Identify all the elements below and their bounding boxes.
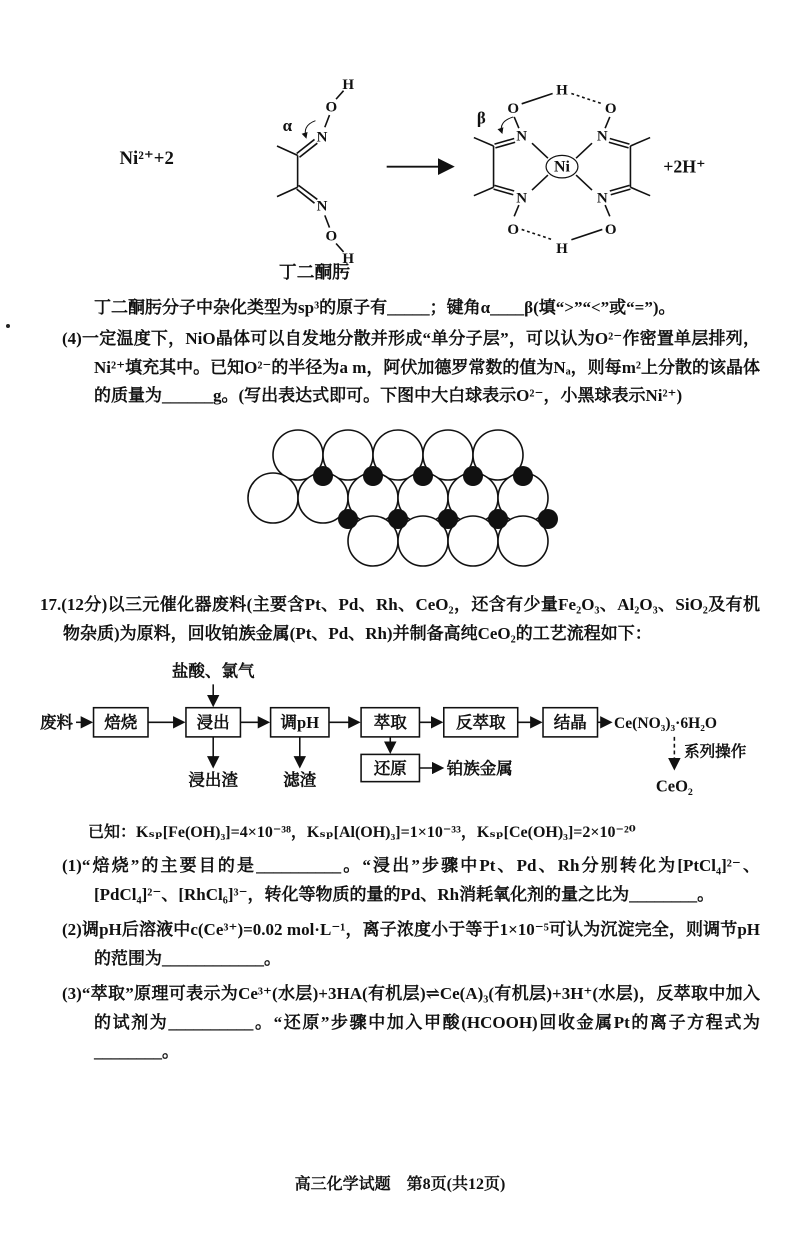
q17-known-ksp: 已知：Kₛₚ[Fe(OH)₃]=4×10⁻³⁸，Kₛₚ[Al(OH)₃]=1×10⁻³³，Kₛₚ[Ce(OH)₃]=2×10⁻²⁰	[88, 824, 636, 842]
atom-o: O	[507, 101, 520, 118]
flow-step-reduce: 还原	[373, 759, 407, 779]
flow-series-operations-label: 系列操作	[684, 743, 747, 761]
atom-n: N	[596, 128, 608, 145]
page-footer: 高三化学试题 第8页(共12页)	[294, 1176, 506, 1193]
flow-boxes	[94, 708, 598, 782]
atom-n: N	[596, 190, 608, 207]
scan-artifact-dot	[6, 324, 10, 328]
flow-feed-label: 废料	[40, 713, 74, 733]
atom-o: O	[507, 222, 520, 239]
flow-step-extract: 萃取	[373, 713, 407, 733]
atom-h: H	[556, 82, 568, 99]
atom-o: O	[325, 99, 338, 116]
q17-sub1: (1)“焙烧”的主要目的是__________。“浸出”步骤中Pt、Pd、Rh分别转化为[PtCl₄]²⁻、[PdCl₄]²⁻、[RhCl₆]³⁻，转化等物质的量的Pd、Rh消耗氧化剂的量之比为________。	[62, 856, 760, 905]
beta-angle-arc	[501, 117, 513, 133]
hydrogen-bond-top	[571, 94, 602, 104]
atom-h: H	[342, 251, 355, 268]
q16-part4-question: (4)一定温度下，NiO晶体可以自发地分散并形成“单分子层”，可以认为O²⁻作密置单层排列，Ni²⁺填充其中。已知O²⁻的半径为a m，阿伏加德罗常数的值为Nₐ，则每m²上分散的该晶体的质量为______g。(写出表达式即可。下图中大白球表示O²⁻，小黑球表示Ni²⁺)	[62, 328, 760, 406]
oxygen-large-circles	[248, 430, 548, 566]
alpha-angle-arc	[305, 121, 315, 138]
reaction-scheme	[112, 26, 712, 284]
page-content	[0, 26, 800, 1067]
atom-n: N	[516, 128, 528, 145]
q17-sub3: (3)“萃取”原理可表示为Ce³⁺(水层)+3HA(有机层)⇌Ce(A)₃(有机层)+3H⁺(水层)，反萃取中加入的试剂为__________。“还原”步骤中加入甲酸(HCOOH)回收金属Pt的离子方程式为________。	[62, 983, 760, 1061]
reactant-formula: Ni²⁺+2	[119, 147, 174, 169]
atom-n: N	[516, 190, 528, 207]
flow-step-crystallize: 结晶	[553, 713, 587, 733]
atom-h: H	[556, 240, 568, 257]
flow-step-adjust-ph: 调pH	[280, 713, 320, 733]
flow-output-cerium-nitrate: Ce(NO₃)₃·6H₂O	[614, 715, 717, 733]
nickel-center: Ni	[554, 158, 570, 176]
atom-n: N	[316, 198, 328, 215]
flow-output-leach-residue: 浸出渣	[188, 770, 238, 790]
atom-o: O	[604, 222, 617, 239]
atom-o: O	[604, 101, 617, 118]
flow-step-roast: 焙烧	[104, 713, 138, 733]
beta-angle-label: β	[476, 108, 486, 128]
flow-input-hcl-cl2: 盐酸、氯气	[171, 661, 255, 681]
flow-output-pgm: 铂族金属	[446, 759, 513, 779]
product-protons: +2H⁺	[663, 156, 706, 177]
alpha-angle-label: α	[282, 116, 293, 135]
atom-h: H	[342, 76, 355, 93]
atom-o: O	[325, 228, 338, 245]
q17-intro: 17.(12分)以三元催化器废料(主要含Pt、Pd、Rh、CeO₂，还含有少量Fe₂O₃、Al₂O₃、SiO₂及有机物杂质)为原料，回收铂族金属(Pt、Pd、Rh)并制备高纯CeO₂的工艺流程如下：	[40, 595, 760, 644]
hydrogen-bond-bottom	[522, 229, 553, 239]
monolayer-packing-diagram	[220, 427, 580, 577]
process-flow-diagram	[40, 661, 760, 807]
atom-n: N	[316, 129, 328, 146]
flow-output-filter-residue: 滤渣	[283, 770, 317, 790]
flow-output-ceo2: CeO₂	[655, 776, 693, 796]
molecule-name-label: 丁二酮肟	[278, 262, 351, 283]
flow-step-leach: 浸出	[196, 713, 230, 733]
q17-sub2: (2)调pH后溶液中c(Ce³⁺)=0.02 mol·L⁻¹，离子浓度小于等于1×10⁻⁵可认为沉淀完全，则调节pH的范围为____________。	[62, 920, 760, 968]
flow-step-back-extract: 反萃取	[455, 713, 506, 733]
q16-hybridization-question: 丁二酮肟分子中杂化类型为sp³的原子有_____；键角α____β(填“>”“<”或“=”)。	[94, 297, 676, 317]
